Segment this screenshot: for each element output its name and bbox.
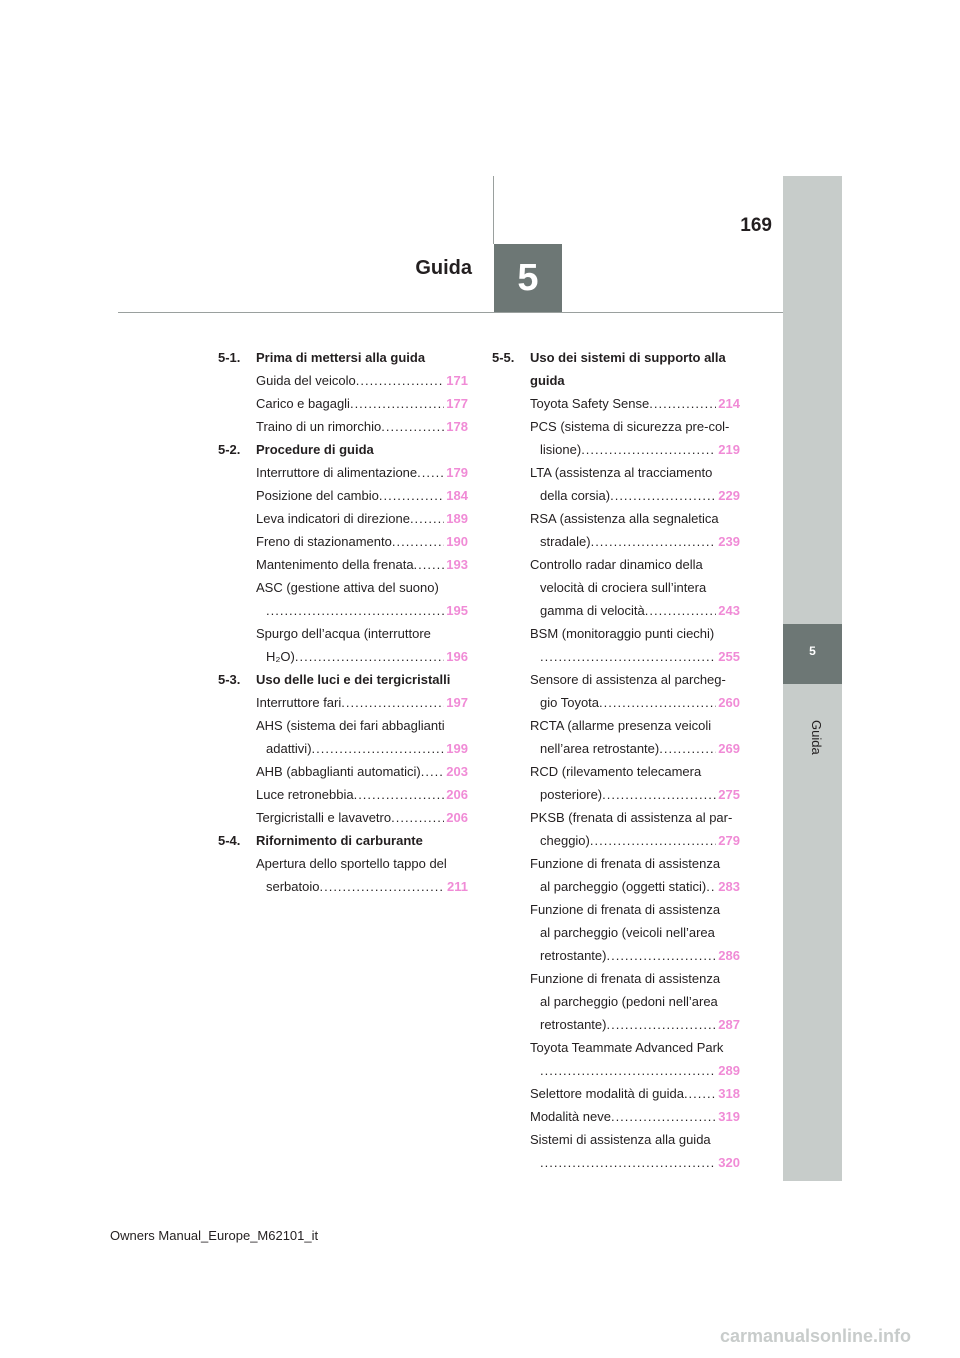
toc-page-ref[interactable]: 171 [446, 373, 468, 388]
toc-leader-dots [414, 553, 445, 576]
toc-entry-label: della corsia) [540, 488, 611, 503]
header-vertical-rule [493, 176, 494, 244]
toc-leader-dots [295, 645, 444, 668]
toc-entry-line [540, 530, 740, 553]
toc-section-heading [218, 668, 468, 691]
toc-leader-dots [421, 760, 445, 783]
toc-entry-text [530, 622, 740, 668]
toc-entry-line [540, 829, 740, 852]
toc-page-ref[interactable]: 229 [718, 488, 740, 503]
page-number: 169 [740, 215, 772, 236]
toc-page-ref[interactable]: 197 [446, 695, 468, 710]
toc-entry[interactable] [218, 369, 468, 392]
toc-section-number: 5-1. [218, 350, 241, 365]
toc-entry-line [266, 875, 468, 898]
toc-entry[interactable] [218, 576, 468, 622]
toc-page-ref[interactable]: 289 [718, 1063, 740, 1078]
toc-entry-text [530, 1036, 740, 1082]
toc-entry[interactable] [492, 392, 740, 415]
toc-leader-dots [591, 530, 717, 553]
toc-entry-line [266, 737, 468, 760]
toc-section-title: Rifornimento di carburante [256, 833, 423, 848]
toc-entry-line [256, 553, 468, 576]
toc-leader-dots [379, 484, 444, 507]
toc-leader-dots [410, 507, 444, 530]
toc-leader-dots [684, 1082, 716, 1105]
toc-page-ref[interactable]: 177 [446, 396, 468, 411]
toc-entry-line [256, 783, 468, 806]
toc-leader-dots [354, 783, 445, 806]
toc-entry-text [530, 1082, 740, 1105]
toc-entry-line: velocità di crociera sull’intera [540, 580, 707, 595]
toc-page-ref[interactable]: 287 [718, 1017, 740, 1032]
toc-entry-line: AHS (sistema dei fari abbaglianti [256, 718, 445, 733]
toc-entry[interactable] [492, 898, 740, 967]
toc-leader-dots [540, 645, 716, 668]
toc-entry[interactable] [218, 530, 468, 553]
toc-entry-text [530, 714, 740, 760]
toc-entry-line: al parcheggio (veicoli nell’area [540, 925, 715, 940]
toc-entry-label: Interruttore di alimentazione [256, 465, 418, 480]
header-horizontal-rule [118, 312, 783, 313]
toc-entry-text [530, 507, 740, 553]
toc-leader-dots [392, 530, 444, 553]
toc-entry-line: Funzione di frenata di assistenza [530, 902, 721, 917]
toc-entry[interactable] [492, 461, 740, 507]
toc-entry[interactable] [492, 806, 740, 852]
toc-section-heading [218, 346, 468, 369]
toc-section-number: 5-3. [218, 672, 241, 687]
toc-entry-label: adattivi) [266, 741, 312, 756]
toc-entry-text [256, 714, 468, 760]
toc-leader-dots [590, 829, 716, 852]
toc-entry-text [256, 369, 468, 392]
toc-entry-text [256, 852, 468, 898]
toc-page-ref[interactable]: 275 [718, 787, 740, 802]
toc-entry-line [530, 392, 740, 415]
chapter-number-box: 5 [494, 244, 562, 312]
toc-leader-dots [391, 806, 444, 829]
toc-section-title: Prima di mettersi alla guida [256, 350, 426, 365]
toc-entry[interactable] [218, 852, 468, 898]
toc-entry-label: Carico e bagagli [256, 396, 350, 411]
toc-entry-text [530, 967, 740, 1036]
toc-entry-line: Sensore di assistenza al parcheg- [530, 672, 726, 687]
toc-entry[interactable] [492, 1082, 740, 1105]
toc-entry-text [256, 553, 468, 576]
toc-entry-line: Apertura dello sportello tappo del [256, 856, 447, 871]
toc-entry-line: Toyota Teammate Advanced Park [530, 1040, 724, 1055]
toc-entry-text [530, 852, 740, 898]
toc-entry-line [256, 415, 468, 438]
toc-leader-dots [312, 737, 445, 760]
toc-entry[interactable] [218, 507, 468, 530]
toc-entry-text [530, 668, 740, 714]
toc-entry-line [540, 1151, 740, 1174]
toc-section-number: 5-5. [492, 350, 515, 365]
toc-entry-line [256, 530, 468, 553]
toc-page-ref[interactable]: 196 [446, 649, 468, 664]
toc-entry-label: gamma di velocità [540, 603, 645, 618]
toc-entry-line: LTA (assistenza al tracciamento [530, 465, 713, 480]
toc-entry[interactable] [218, 553, 468, 576]
toc-leader-dots [581, 438, 716, 461]
toc-entry[interactable] [492, 1036, 740, 1082]
toc-entry-label: posteriore) [540, 787, 603, 802]
toc-entry-label: Posizione del cambio [256, 488, 379, 503]
toc-leader-dots [417, 461, 444, 484]
toc-section-title: Uso delle luci e dei tergicristalli [256, 672, 451, 687]
toc-leader-dots [606, 944, 716, 967]
toc-entry-label: Modalità neve [530, 1109, 611, 1124]
toc-entry-line: Spurgo dell’acqua (interruttore [256, 626, 431, 641]
toc-entry-line [256, 507, 468, 530]
toc-column-right [492, 346, 740, 1174]
toc-page-ref[interactable]: 239 [718, 534, 740, 549]
toc-entry-line [256, 760, 468, 783]
toc-leader-dots [341, 691, 444, 714]
toc-entry-text [256, 507, 468, 530]
toc-entry[interactable] [218, 806, 468, 829]
toc-leader-dots [381, 415, 444, 438]
toc-leader-dots [706, 875, 716, 898]
toc-entry-text [530, 898, 740, 967]
toc-leader-dots [356, 369, 445, 392]
toc-section-heading [218, 829, 468, 852]
toc-entry[interactable] [492, 622, 740, 668]
toc-entry-label: Luce retronebbia [256, 787, 354, 802]
toc-page-ref[interactable]: 279 [718, 833, 740, 848]
toc-page-ref[interactable]: 179 [446, 465, 468, 480]
toc-entry-label: cheggio) [540, 833, 590, 848]
toc-entry-label: Freno di stazionamento [256, 534, 392, 549]
toc-page-ref[interactable]: 189 [446, 511, 468, 526]
toc-leader-dots [266, 599, 444, 622]
toc-entry-text [530, 461, 740, 507]
toc-entry-label: H₂O) [266, 649, 295, 664]
toc-entry[interactable] [218, 461, 468, 484]
toc-entry[interactable] [492, 668, 740, 714]
toc-page-ref[interactable]: 214 [718, 396, 740, 411]
toc-entry-text [256, 760, 468, 783]
toc-page-ref[interactable]: 269 [718, 741, 740, 756]
footer-text: Owners Manual_Europe_M62101_it [110, 1228, 319, 1243]
toc-entry-line: RSA (assistenza alla segnaletica [530, 511, 719, 526]
toc-entry-label: gio Toyota [540, 695, 600, 710]
toc-leader-dots [540, 1151, 716, 1174]
toc-entry[interactable] [492, 714, 740, 760]
toc-entry[interactable] [492, 553, 740, 622]
toc-entry-line: Funzione di frenata di assistenza [530, 856, 721, 871]
toc-entry-label: Interruttore fari [256, 695, 342, 710]
toc-entry-line: Controllo radar dinamico della [530, 557, 703, 572]
toc-entry-text [256, 461, 468, 484]
toc-page-ref[interactable]: 320 [718, 1155, 740, 1170]
toc-entry-label: lisione) [540, 442, 582, 457]
toc-entry-line: PCS (sistema di sicurezza pre-col- [530, 419, 730, 434]
toc-entry-line: PKSB (frenata di assistenza al par- [530, 810, 733, 825]
toc-entry[interactable] [492, 415, 740, 461]
watermark: carmanualsonline.info [720, 1326, 912, 1346]
toc-entry[interactable] [218, 760, 468, 783]
toc-page-ref[interactable]: 178 [446, 419, 468, 434]
toc-entry-line [256, 392, 468, 415]
toc-entry-line [540, 645, 740, 668]
toc-entry[interactable] [218, 415, 468, 438]
toc-leader-dots [610, 484, 716, 507]
toc-entry[interactable] [218, 622, 468, 668]
toc-entry-line: Sistemi di assistenza alla guida [530, 1132, 711, 1147]
toc-entry-label: al parcheggio (oggetti statici) [540, 879, 707, 894]
toc-entry-line: BSM (monitoraggio punti ciechi) [530, 626, 715, 641]
toc-leader-dots [540, 1059, 716, 1082]
toc-entry[interactable] [492, 967, 740, 1036]
toc-entry-line [256, 806, 468, 829]
toc-entry-line [266, 599, 468, 622]
toc-entry-text [256, 806, 468, 829]
toc-entry-line [266, 645, 468, 668]
toc-entry-line [530, 1082, 740, 1105]
toc-leader-dots [599, 691, 716, 714]
toc-entry-line: Funzione di frenata di assistenza [530, 971, 721, 986]
toc-entry-text [530, 553, 740, 622]
toc-entry-line: RCTA (allarme presenza veicoli [530, 718, 712, 733]
toc-entry-label: Guida del veicolo [256, 373, 356, 388]
toc-entry-line [256, 461, 468, 484]
toc-entry-line [540, 691, 740, 714]
toc-entry-text [256, 530, 468, 553]
toc-entry-text [256, 622, 468, 668]
toc-entry-line [540, 783, 740, 806]
toc-entry[interactable] [492, 1128, 740, 1174]
toc-entry-label: nell’area retrostante) [540, 741, 660, 756]
toc-page-ref[interactable]: 286 [718, 948, 740, 963]
toc-page-ref[interactable]: 193 [446, 557, 468, 572]
toc-entry-line [256, 369, 468, 392]
toc-page-ref[interactable]: 260 [718, 695, 740, 710]
toc-entry-line [540, 1059, 740, 1082]
toc-leader-dots [649, 392, 716, 415]
toc-entry-label: AHB (abbaglianti automatici) [256, 764, 421, 779]
toc-entry[interactable] [492, 760, 740, 806]
toc-entry-line [540, 599, 740, 622]
toc-page-ref[interactable]: 184 [446, 488, 468, 503]
toc-entry[interactable] [218, 783, 468, 806]
toc-entry-line: al parcheggio (pedoni nell’area [540, 994, 718, 1009]
side-tab-number: 5 [809, 644, 816, 658]
toc-section-title: Procedure di guida [256, 442, 374, 457]
toc-section-heading [492, 346, 740, 392]
toc-entry-text [256, 415, 468, 438]
toc-entry-line [540, 737, 740, 760]
toc-entry-text [256, 576, 468, 622]
toc-entry-label: stradale) [540, 534, 591, 549]
toc-page-ref[interactable]: 319 [718, 1109, 740, 1124]
toc-entry-label: serbatoio [266, 879, 320, 894]
toc-page-ref[interactable]: 243 [718, 603, 740, 618]
toc-page-ref[interactable]: 206 [446, 810, 468, 825]
toc-page-ref[interactable]: 219 [718, 442, 740, 457]
toc-column-left [218, 346, 468, 898]
toc-leader-dots [350, 392, 444, 415]
toc-entry-line [540, 875, 740, 898]
toc-entry-label: Toyota Safety Sense [530, 396, 650, 411]
toc-entry-text [256, 392, 468, 415]
toc-entry-label: Leva indicatori di direzione [256, 511, 410, 526]
toc-entry-label: Mantenimento della frenata [256, 557, 414, 572]
toc-page-ref[interactable]: 190 [446, 534, 468, 549]
toc-page-ref[interactable]: 199 [446, 741, 468, 756]
toc-page-ref[interactable]: 195 [446, 603, 468, 618]
toc-section-heading [218, 438, 468, 461]
toc-section-title: Uso dei sistemi di supporto alla guida [530, 350, 726, 388]
toc-entry-line [530, 1105, 740, 1128]
toc-page-ref[interactable]: 318 [718, 1086, 740, 1101]
toc-entry-line: RCD (rilevamento telecamera [530, 764, 702, 779]
toc-entry-text [530, 1128, 740, 1174]
toc-entry-text [530, 806, 740, 852]
toc-entry[interactable] [218, 691, 468, 714]
toc-leader-dots [645, 599, 717, 622]
toc-entry-text [530, 760, 740, 806]
toc-leader-dots [611, 1105, 716, 1128]
chapter-title: Guida [415, 257, 472, 279]
toc-section-number: 5-4. [218, 833, 241, 848]
toc-page-ref[interactable]: 211 [447, 879, 468, 894]
toc-page-ref[interactable]: 283 [718, 879, 740, 894]
toc-leader-dots [319, 875, 445, 898]
toc-leader-dots [602, 783, 716, 806]
toc-leader-dots [659, 737, 716, 760]
toc-entry-line [540, 944, 740, 967]
toc-entry-text [530, 1105, 740, 1128]
toc-entry-text [530, 392, 740, 415]
toc-entry-text [256, 783, 468, 806]
toc-entry[interactable] [492, 507, 740, 553]
toc-entry[interactable] [218, 714, 468, 760]
toc-page-ref[interactable]: 203 [446, 764, 468, 779]
toc-entry[interactable] [492, 1105, 740, 1128]
toc-entry[interactable] [218, 392, 468, 415]
toc-entry-label: Traino di un rimorchio [256, 419, 382, 434]
toc-entry-label: Tergicristalli e lavavetro [256, 810, 392, 825]
toc-entry-label: retrostante) [540, 1017, 607, 1032]
toc-entry-line [540, 1013, 740, 1036]
toc-entry-text [530, 415, 740, 461]
toc-entry-line [256, 484, 468, 507]
toc-page-ref[interactable]: 255 [718, 649, 740, 664]
toc-page-ref[interactable]: 206 [446, 787, 468, 802]
toc-entry-line: ASC (gestione attiva del suono) [256, 580, 439, 595]
toc-section-number: 5-2. [218, 442, 241, 457]
toc-entry-line [540, 484, 740, 507]
toc-entry-label: Selettore modalità di guida [530, 1086, 684, 1101]
toc-entry-text [256, 691, 468, 714]
toc-entry-line [540, 438, 740, 461]
side-tab-label: Guida [809, 720, 824, 755]
toc-leader-dots [606, 1013, 716, 1036]
toc-entry-text [256, 484, 468, 507]
toc-entry[interactable] [218, 484, 468, 507]
toc-entry-line [256, 691, 468, 714]
toc-entry-label: retrostante) [540, 948, 607, 963]
toc-entry[interactable] [492, 852, 740, 898]
